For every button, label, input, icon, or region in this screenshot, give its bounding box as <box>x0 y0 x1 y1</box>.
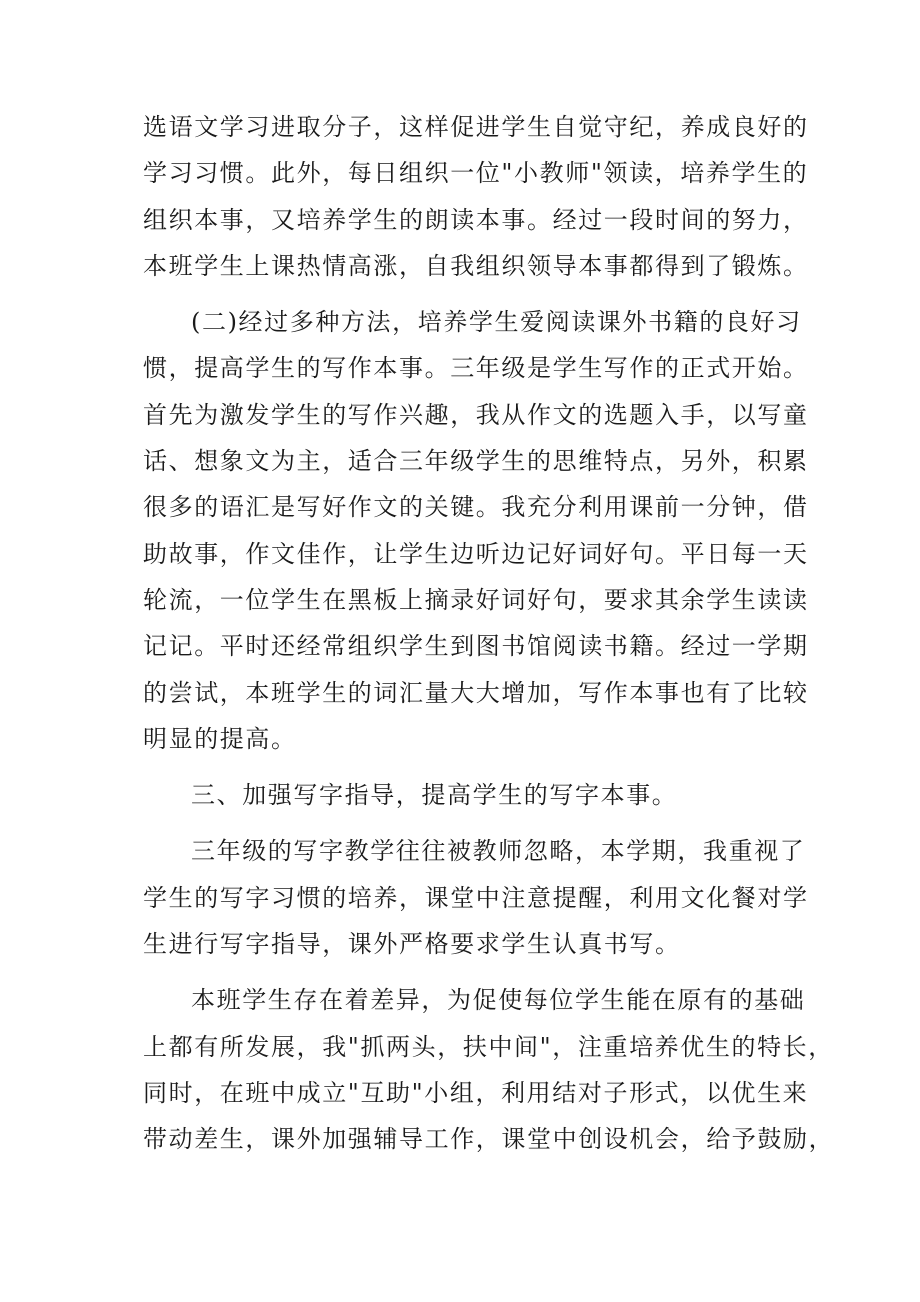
text-line: 本班学生上课热情高涨，自我组织领导本事都得到了锻炼。 <box>143 251 809 280</box>
text-line: 选语文学习进取分子，这样促进学生自觉守纪，养成良好的 <box>143 113 809 141</box>
text-line: 惯，提高学生的写作本事。三年级是学生写作的正式开始。 <box>143 354 809 383</box>
text-line: 记记。平时还经常组织学生到图书馆阅读书籍。经过一学期 <box>143 632 809 661</box>
text-line: 明显的提高。 <box>143 724 297 753</box>
text-line: 上都有所发展，我"抓两头，扶中间"，注重培养优生的特长， <box>143 1032 834 1061</box>
text-line: 本班学生存在着差异，为促使每位学生能在原有的基础 <box>191 986 806 1015</box>
paragraph-writing-guidance <box>143 828 809 967</box>
paragraph-student-differences <box>143 977 835 1162</box>
text-line: 组织本事，又培养学生的朗读本事。经过一段时间的努力， <box>143 205 809 234</box>
text-line: 轮流，一位学生在黑板上摘录好词好句，要求其余学生读读 <box>143 585 809 614</box>
text-line: 同时，在班中成立"互助"小组，利用结对子形式，以优生来 <box>143 1078 809 1107</box>
continuation-paragraph <box>143 104 809 289</box>
section-heading <box>143 772 783 818</box>
heading-line: 三、加强写字指导，提高学生的写字本事。 <box>191 781 678 810</box>
text-line: 助故事，作文佳作，让学生边听边记好词好句。平日每一天 <box>143 539 809 568</box>
text-line: 三年级的写字教学往往被教师忽略，本学期，我重视了 <box>191 837 806 866</box>
text-line: 学生的写字习惯的培养，课堂中注意提醒，利用文化餐对学 <box>143 883 809 912</box>
text-line: 带动差生，课外加强辅导工作，课堂中创设机会，给予鼓励， <box>143 1125 835 1154</box>
text-line: 首先为激发学生的写作兴趣，我从作文的选题入手，以写童 <box>143 400 809 429</box>
paragraph-reading-habits <box>143 299 809 762</box>
text-line: 话、想象文为主，适合三年级学生的思维特点，另外，积累 <box>143 447 809 476</box>
text-line: 学习习惯。此外，每日组织一位"小教师"领读，培养学生的 <box>143 159 809 188</box>
text-line: (二)经过多种方法，培养学生爱阅读课外书籍的良好习 <box>191 308 802 337</box>
document-body <box>143 104 835 1163</box>
text-line: 的尝试，本班学生的词汇量大大增加，写作本事也有了比较 <box>143 678 809 707</box>
text-line: 生进行写字指导，课外严格要求学生认真书写。 <box>143 930 681 959</box>
text-line: 很多的语汇是写好作文的关键。我充分利用课前一分钟，借 <box>143 493 809 522</box>
